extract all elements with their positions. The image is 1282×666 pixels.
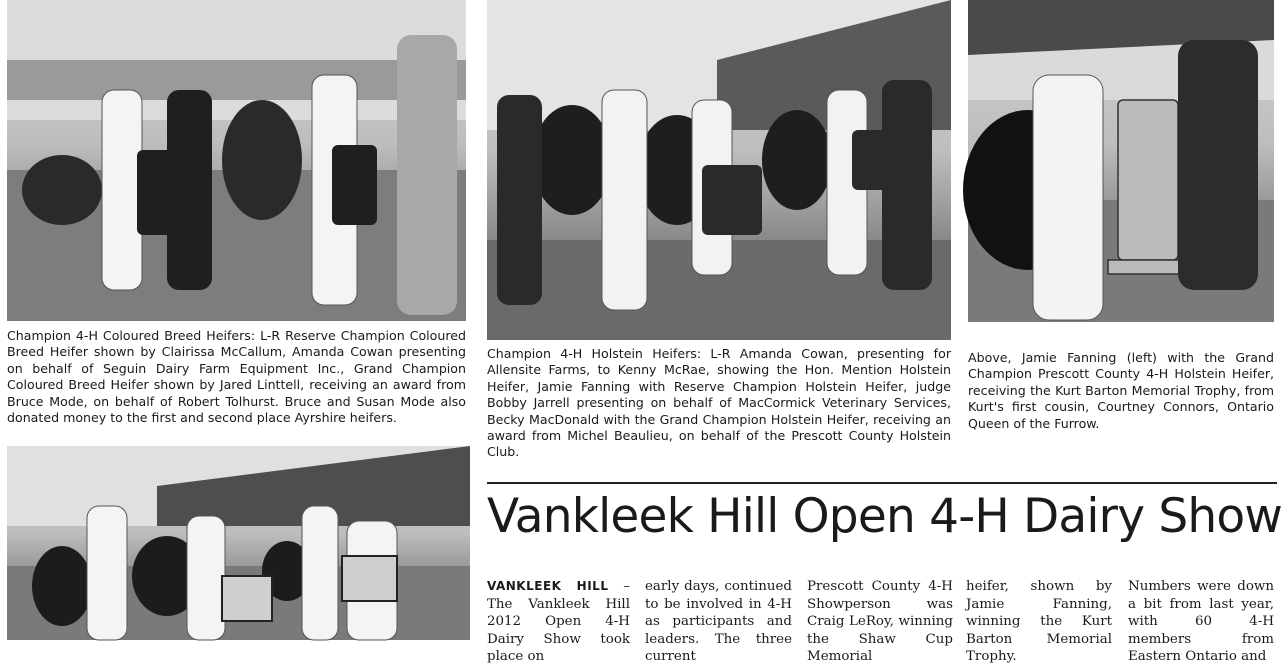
photo-coloured-breed-heifers [7,0,466,321]
cattle-show-illustration [7,0,466,321]
article-column-2: early days, continued to be involved in 4-H as participants and leaders. The three current [645,579,792,665]
article-column-1-text: – The Vankleek Hill 2012 Open 4-H Dairy Show took place on [487,579,630,665]
cattle-show-illustration [487,0,951,340]
caption-holstein-heifers: Champion 4-H Holstein Heifers: L-R Amanda Cowan, presenting for Allensite Farms, to Kenny McRae, showing the Hon. Mention Holstein Heifer, Jamie Fanning with Reserve Champion Holstein Heifer, judge Bobby Jarrell presenting on behalf of MacCormick Veterinary Services, Becky MacDonald with the Grand Champion Holstein Heifer, receiving an award from Michel Beaulieu, on behalf of the Prescott County Holstein Club. [487,346,951,460]
article-column-1 [487,578,630,665]
photo-kurt-barton-trophy [968,0,1274,322]
caption-fanning-trophy: Above, Jamie Fanning (left) with the Grand Champion Prescott County 4-H Holstein Heifer, receiving the Kurt Barton Memorial Trophy, from Kurt's first cousin, Courtney Connors, Ontario Queen of the Furrow. [968,350,1274,431]
photo-vankleek-hill-participants [7,446,470,640]
article-headline: Vankleek Hill Open 4-H Dairy Show [487,489,1282,544]
article-column-5: Numbers were down a bit from last year, with 60 4-H members from Eastern Ontario and [1128,579,1274,665]
article-column-3: Prescott County 4-H Showperson was Craig LeRoy, winning the Shaw Cup Memorial [807,579,953,665]
trophy-illustration [968,0,1274,322]
headline-rule [487,482,1277,484]
article-column-4: heifer, shown by Jamie Fanning, winning the Kurt Barton Memorial Trophy. [966,579,1112,665]
cattle-show-illustration [7,446,470,640]
photo-holstein-heifers [487,0,951,340]
article-dateline: VANKLEEK HILL [487,579,609,593]
caption-coloured-breed-heifers: Champion 4-H Coloured Breed Heifers: L-R Reserve Champion Coloured Breed Heifer shown by Clairissa McCallum, Amanda Cowan presenting on behalf of Seguin Dairy Farm Equipment Inc., Grand Champion Coloured Breed Heifer shown by Jared Linttell, receiving an award from Bruce Mode, on behalf of Robert Tolhurst. Bruce and Susan Mode also donated money to the first and second place Ayrshire heifers. [7,328,466,426]
